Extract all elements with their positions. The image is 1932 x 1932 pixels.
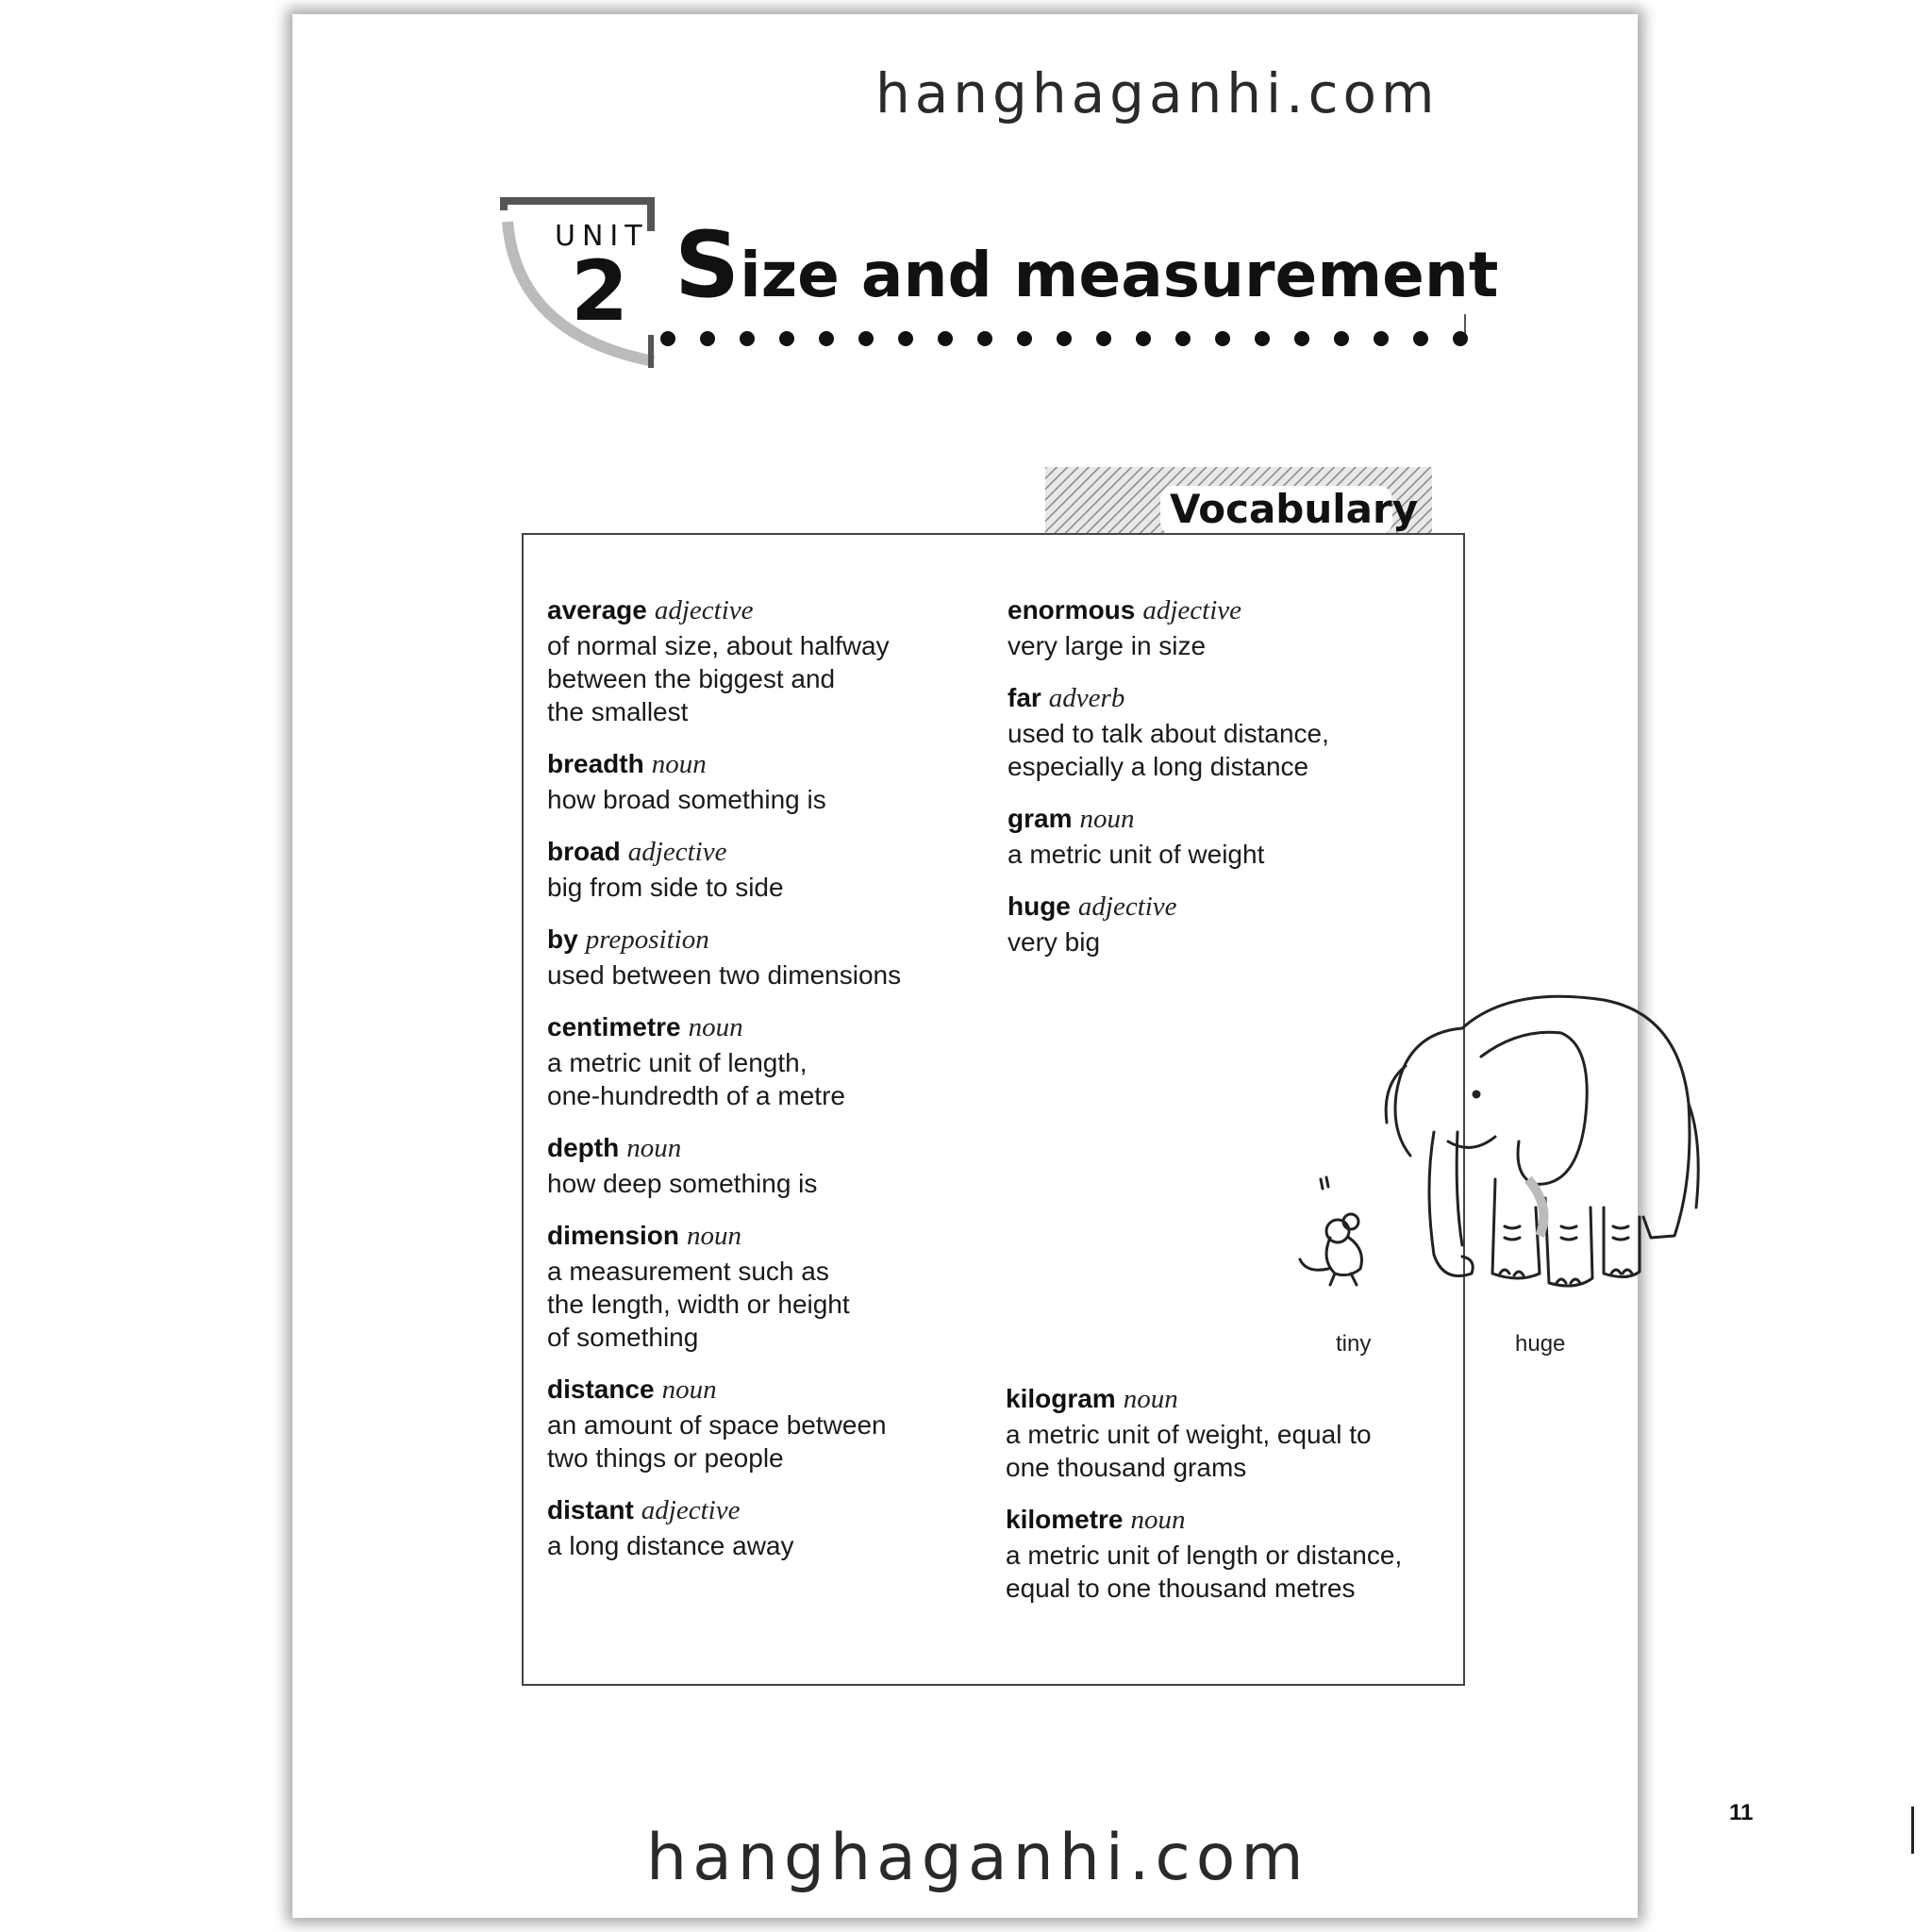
headword: enormous bbox=[1008, 595, 1136, 625]
definition: a metric unit of length, one-hundredth of a metre bbox=[547, 1048, 845, 1110]
definition: a measurement such as the length, width or height of something bbox=[547, 1257, 850, 1352]
vocabulary-left-column bbox=[547, 591, 981, 1579]
headword: distant bbox=[547, 1495, 634, 1524]
part-of-speech: preposition bbox=[585, 924, 709, 955]
vocab-entry bbox=[547, 745, 981, 816]
vocab-entry bbox=[1006, 1501, 1458, 1605]
part-of-speech: noun bbox=[661, 1374, 717, 1405]
headword: average bbox=[547, 595, 647, 625]
definition: used between two dimensions bbox=[547, 960, 902, 990]
part-of-speech: noun bbox=[688, 1012, 743, 1042]
vocab-entry bbox=[547, 1129, 981, 1200]
definition: used to talk about distance, especially a long distance bbox=[1008, 719, 1329, 781]
headword: depth bbox=[547, 1133, 620, 1162]
headword: breadth bbox=[547, 749, 644, 778]
vocab-entry bbox=[547, 833, 981, 904]
unit-title bbox=[675, 212, 1498, 318]
headword: broad bbox=[547, 837, 621, 866]
watermark-top: hanghaganhi.com bbox=[875, 61, 1440, 125]
definition: very large in size bbox=[1008, 631, 1207, 660]
elephant-and-mouse-illustration bbox=[1292, 991, 1726, 1311]
watermark-bottom: hanghaganhi.com bbox=[646, 1821, 1309, 1895]
definition: of normal size, about halfway between the biggest and the smallest bbox=[547, 631, 890, 726]
definition: very big bbox=[1008, 927, 1101, 957]
part-of-speech: noun bbox=[626, 1133, 682, 1163]
caption-huge: huge bbox=[1515, 1331, 1566, 1357]
headword: kilogram bbox=[1006, 1384, 1116, 1413]
vocabulary-right-column-bottom bbox=[1006, 1380, 1458, 1622]
vocab-entry bbox=[547, 591, 981, 728]
headword: far bbox=[1008, 683, 1041, 712]
part-of-speech: adjective bbox=[1142, 595, 1242, 625]
definition: a metric unit of length or distance, equal to one thousand metres bbox=[1006, 1541, 1403, 1603]
part-of-speech: adjective bbox=[654, 595, 754, 625]
part-of-speech: noun bbox=[687, 1221, 742, 1251]
definition: how deep something is bbox=[547, 1169, 818, 1198]
vocab-entry bbox=[1008, 679, 1460, 783]
page-edge-mark bbox=[1911, 1807, 1914, 1854]
headword: by bbox=[547, 924, 578, 954]
vocabulary-heading: Vocabulary bbox=[1170, 486, 1419, 532]
headword: centimetre bbox=[547, 1012, 681, 1041]
part-of-speech: noun bbox=[651, 749, 707, 779]
headword: distance bbox=[547, 1374, 655, 1404]
part-of-speech: noun bbox=[1079, 804, 1135, 834]
vocab-entry bbox=[547, 1371, 981, 1474]
caption-tiny: tiny bbox=[1336, 1331, 1372, 1357]
vocab-entry bbox=[1008, 888, 1460, 958]
definition: an amount of space between two things or people bbox=[547, 1410, 887, 1473]
dotted-underline bbox=[658, 314, 1472, 352]
headword: huge bbox=[1008, 891, 1071, 921]
unit-number: 2 bbox=[571, 242, 629, 340]
definition: big from side to side bbox=[547, 873, 784, 902]
page-number: 11 bbox=[1729, 1800, 1754, 1825]
definition: a long distance away bbox=[547, 1531, 794, 1560]
unit-label: UNIT bbox=[555, 220, 649, 253]
part-of-speech: adjective bbox=[641, 1495, 741, 1525]
book-page bbox=[292, 14, 1754, 1918]
headword: gram bbox=[1008, 804, 1073, 833]
headword: kilometre bbox=[1006, 1505, 1124, 1534]
vocab-entry bbox=[547, 1008, 981, 1112]
part-of-speech: noun bbox=[1123, 1384, 1178, 1414]
headword: dimension bbox=[547, 1221, 680, 1250]
definition: a metric unit of weight bbox=[1008, 840, 1265, 869]
part-of-speech: adverb bbox=[1048, 683, 1125, 713]
vocab-entry bbox=[547, 1217, 981, 1354]
definition: how broad something is bbox=[547, 785, 826, 814]
part-of-speech: adjective bbox=[1077, 891, 1177, 922]
vocab-entry bbox=[547, 921, 981, 991]
vocabulary-right-column-top bbox=[1008, 591, 1460, 975]
vocab-entry bbox=[547, 1491, 981, 1562]
part-of-speech: adjective bbox=[627, 837, 727, 867]
unit-title-rest: ize and measurement bbox=[740, 239, 1499, 311]
part-of-speech: noun bbox=[1130, 1505, 1186, 1535]
vocab-entry bbox=[1008, 800, 1460, 871]
vocab-entry bbox=[1006, 1380, 1458, 1484]
vocab-entry bbox=[1008, 591, 1460, 662]
definition: a metric unit of weight, equal to one thousand grams bbox=[1006, 1420, 1372, 1482]
unit-title-initial: S bbox=[675, 212, 741, 318]
